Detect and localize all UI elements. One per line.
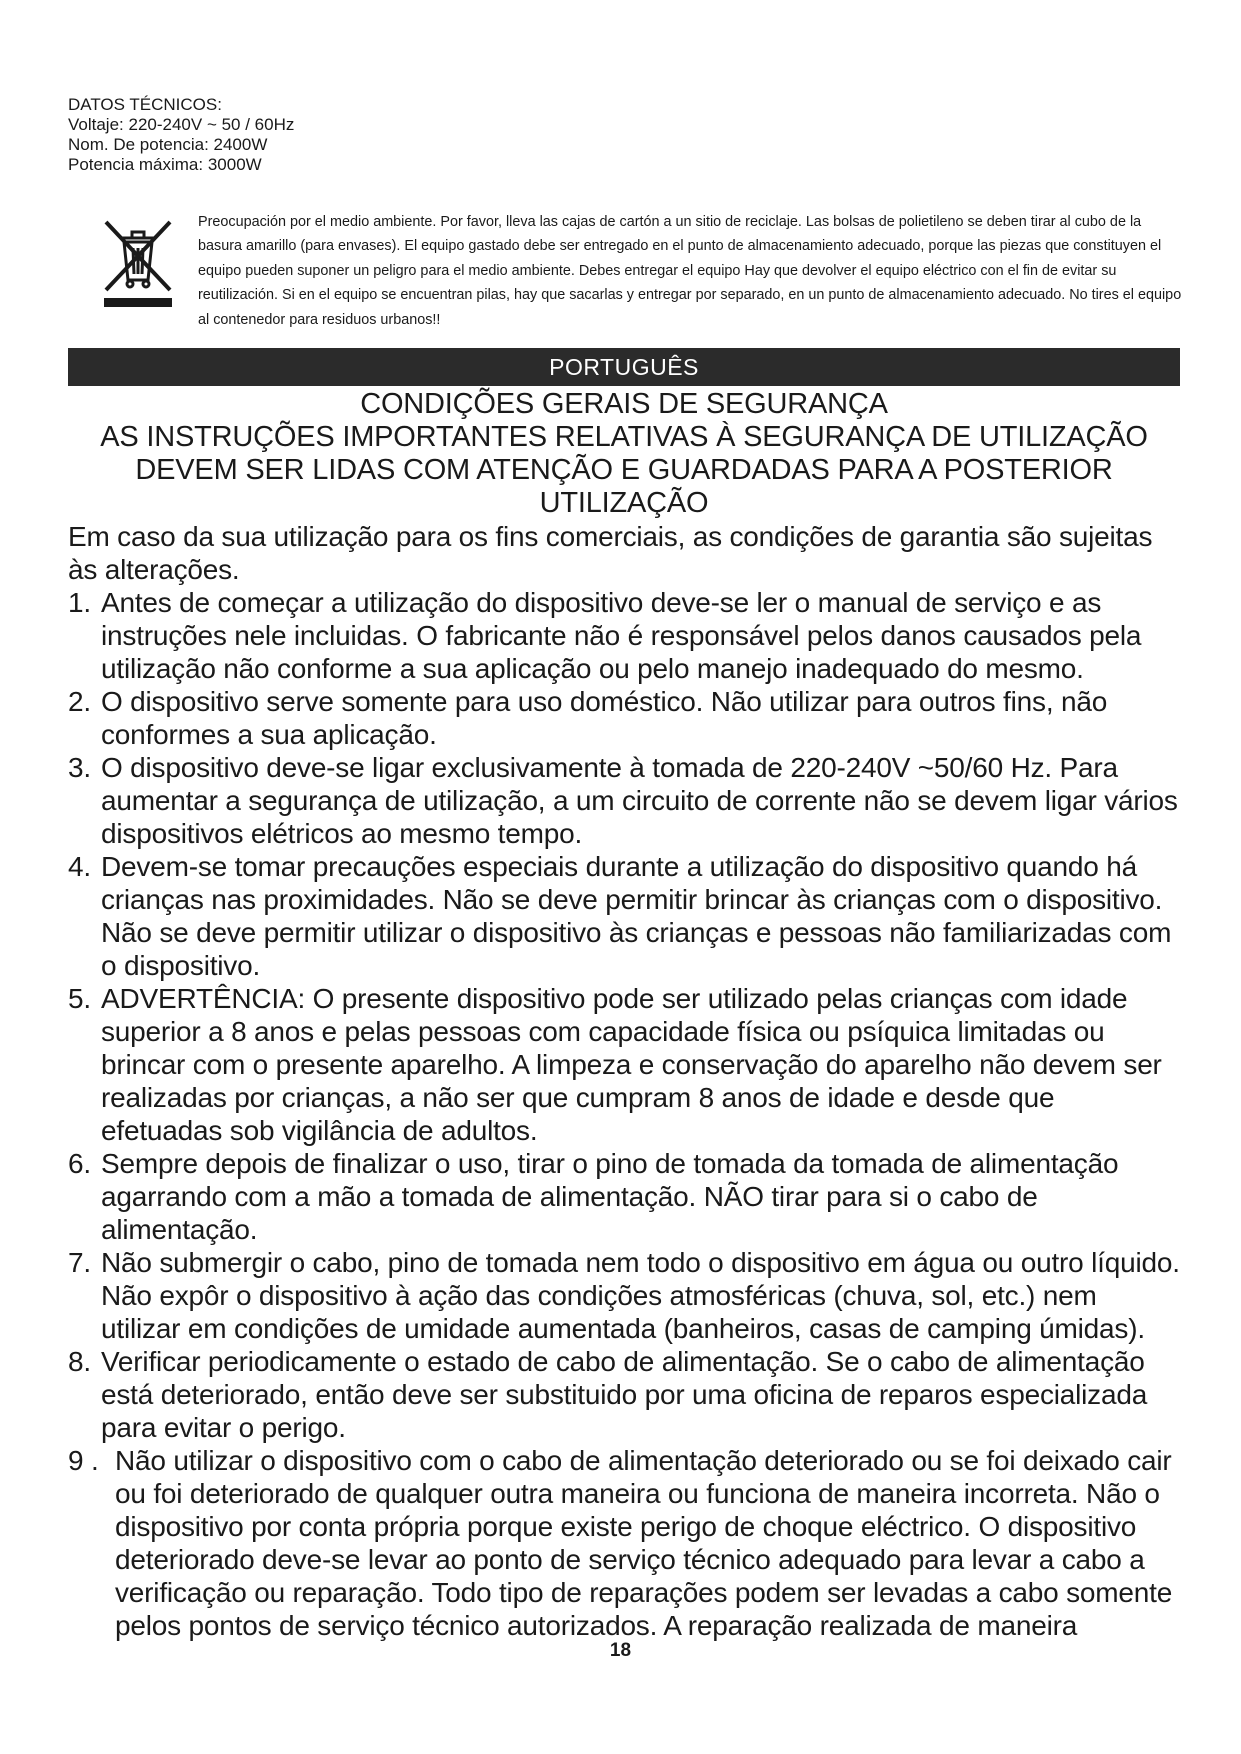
list-item: [68, 685, 1180, 751]
list-item: [68, 1147, 1180, 1246]
item-text: Verificar periodicamente o estado de cabo de alimentação. Se o cabo de alimentação está deteriorado, então deve ser substituido por uma oficina de reparos especializada para evitar o perigo.: [101, 1346, 1148, 1443]
nominal-power-spec: Nom. De potencia: 2400W: [68, 135, 268, 154]
list-item: [68, 1444, 1180, 1642]
item-text: Devem-se tomar precauções especiais durante a utilização do dispositivo quando há crianças nas proximidades. Não se deve permitir brincar às crianças com o dispositivo. Não se deve permitir utilizar o dispositivo às crianças e pessoas não familiarizadas com o dispositivo.: [101, 851, 1172, 981]
safety-intro: Em caso da sua utilização para os fins comerciais, as condições de garantia são sujeitas às alterações.: [68, 521, 1153, 585]
safety-list: [68, 586, 1180, 1642]
item-text: O dispositivo deve-se ligar exclusivamente à tomada de 220-240V ~50/60 Hz. Para aumentar a segurança de utilização, a um circuito de corrente não se devem ligar vários dispositivos elétricos ao mesmo tempo.: [101, 752, 1178, 849]
safety-title: CONDIÇÕES GERAIS DE SEGURANÇA: [360, 388, 888, 420]
page-number: 18: [609, 1640, 632, 1661]
safety-section: [68, 388, 1180, 1642]
item-number: 6.: [68, 1148, 91, 1179]
list-item: [68, 1345, 1180, 1444]
item-text: ADVERTÊNCIA: O presente dispositivo pode ser utilizado pelas crianças com idade superior a 8 anos e pelas pessoas com capacidade física ou psíquica limitadas ou brincar com o presente aparelho. A limpeza e conservação do aparelho não devem ser realizadas por crianças, a não ser que cumpram 8 anos de idade e desde que efetuadas sob vigilância de adultos.: [101, 983, 1162, 1146]
item-text: Antes de começar a utilização do dispositivo deve-se ler o manual de serviço e as instruções nele incluidas. O fabricante não é responsável pelos danos causados pela utilização não conforme a sua aplicação ou pelo manejo inadequado do mesmo.: [101, 587, 1142, 684]
language-header: PORTUGUÊS: [68, 348, 1180, 386]
technical-data-title: DATOS TÉCNICOS:: [68, 95, 222, 114]
item-number: 2.: [68, 686, 91, 717]
list-item: [68, 586, 1180, 685]
item-number: 1.: [68, 587, 91, 618]
crossed-out-wheelie-bin-icon: [102, 218, 174, 310]
list-item: [68, 1246, 1180, 1345]
max-power-spec: Potencia máxima: 3000W: [68, 155, 262, 174]
technical-data: [68, 95, 294, 175]
item-number: 3.: [68, 752, 91, 783]
item-text: O dispositivo serve somente para uso doméstico. Não utilizar para outros fins, não conformes a sua aplicação.: [101, 686, 1108, 750]
safety-subtitle: AS INSTRUÇÕES IMPORTANTES RELATIVAS À SEGURANÇA DE UTILIZAÇÃO DEVEM SER LIDAS COM ATENÇÃO E GUARDADAS PARA A POSTERIOR UTILIZAÇÃO: [100, 421, 1148, 519]
item-number: 8.: [68, 1346, 91, 1377]
list-item: [68, 982, 1180, 1147]
voltage-spec: Voltaje: 220-240V ~ 50 / 60Hz: [68, 115, 295, 134]
item-number: 7.: [68, 1247, 91, 1278]
item-text: Sempre depois de finalizar o uso, tirar o pino de tomada da tomada de alimentação agarrando com a mão a tomada de alimentação. NÃO tirar para si o cabo de alimentação.: [101, 1148, 1119, 1245]
item-number: 5.: [68, 983, 91, 1014]
item-text: Não utilizar o dispositivo com o cabo de alimentação deteriorado ou se foi deixado cair ou foi deteriorado de qualquer outra maneira ou funciona de maneira incorreta. Não o dispositivo por conta própria porque existe perigo de choque eléctrico. O dispositivo deteriorado deve-se levar ao ponto de serviço técnico adequado para levar a cabo a verificação ou reparação. Todo tipo de reparações podem ser levadas a cabo somente pelos pontos de serviço técnico autorizados. A reparação realizada de maneira: [115, 1445, 1173, 1641]
list-item: [68, 850, 1180, 982]
list-item: [68, 751, 1180, 850]
item-number: 9 .: [68, 1445, 99, 1476]
item-number: 4.: [68, 851, 91, 882]
environment-notice: Preocupación por el medio ambiente. Por favor, lleva las cajas de cartón a un sitio de reciclaje. Las bolsas de polietileno se deben tirar al cubo de la basura amarillo (para envases). El equipo gastado debe ser entregado en el punto de almacenamiento adecuado, porque las piezas que constituyen el equipo pueden suponer un peligro para el medio ambiente. Debes entregar el equipo Hay que devolver el equipo eléctrico con el fin de evitar su reutilización. Si en el equipo se encuentran pilas, hay que sacarlas y entregar por separado, en un punto de almacenamiento adecuado. No tires el equipo al contenedor para residuos urbanos!!: [198, 214, 1182, 328]
item-text: Não submergir o cabo, pino de tomada nem todo o dispositivo em água ou outro líquido. Não expôr o dispositivo à ação das condições atmosféricas (chuva, sol, etc.) nem utilizar em condições de umidade aumentada (banheiros, casas de camping úmidas).: [101, 1247, 1180, 1344]
